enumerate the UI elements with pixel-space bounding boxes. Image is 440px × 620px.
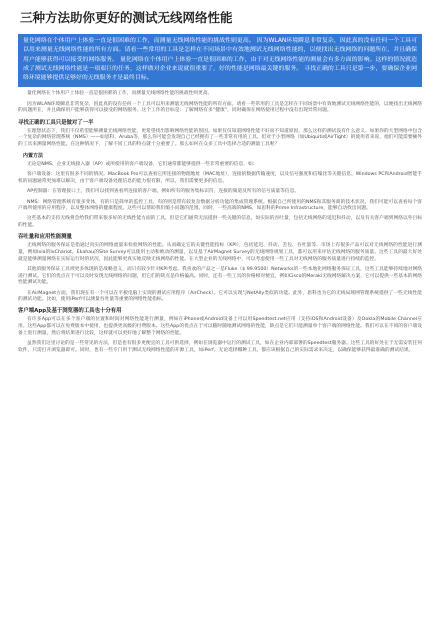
paragraph-4: 客户端设备：这里有很多不同的情况。MacBook Pro可以查看它所连接的物理地址（MAC地址），连接的数据传输速度，以及信号强度和信噪比等关键信息。Windows PC和Android智能手机的问题通常更加难以解决，由于客户端设备处理信息的能力很有限，所以，我们需要更多的信息。 <box>18 172 422 185</box>
section-heading-2: 内置方法 <box>23 153 44 160</box>
section-heading-1: 寻找正确的工具只是做对了一半 <box>18 119 94 126</box>
section-heading-3: 吞吐量和应用性能测量 <box>18 234 72 241</box>
paragraph-1: 因为WLAN环境瞬息非常复杂，因此真的没有任何一个工具可以用来测量无线网络性能的所有方面。请看一些常用的工具是怎样在不同场景中有效地测试无线网络性能的，以便找出无线网络的问题所在，并且确保用户能够获得可以接受的网络服务。这个工作的目标是：了解网络有多“健康”，同时确保在网络使用过程中没有出现异常问题。 <box>18 101 422 114</box>
paragraph-9: 其他的服务保证工具则更多体现的是战略意义，而只有较少针对KPI考虑。我喜欢的产品之一是Fluke（$ 99.9500）Networks的一些本地化网络服务保证工具，这些工具能够持续地对网络进行测试。它们的优点在于可以及时发现无线网络的问题，但它们的缺点是价格偏高。同时，还有一些工具的价格相对便宜，例如Cisco的Meraki无线网络解决方案，它可以提供一些基本的网络性能测试功能。 <box>18 266 422 286</box>
section-heading-4: 客户端App及基于浏览器的工具也十分有用 <box>18 308 122 315</box>
paragraph-2: 在理想状态下，我们不仅希望能够测量无线网络性能，更希望找出影响网络性能的原因。如果仅仅知道网络性能不好而不知道原因，那么这样的测试没有什么意义。如果你的大型网络中包含一个复杂的网络管理系统（NMS）——如思科、Aruba等，那么你可能会发现自己已经拥有了一些非常有用的工具。但对于小型网络（如Ubiquiti或AirTight）的使用者来说，他们可能需要额外的工具来测量网络性能。在这种情况下，了解不同工具的特点就十分重要了。那么如何在众多工具中选择合适的测量工具呢？ <box>18 128 422 147</box>
paragraph-11: 有许多App可以在多个客户端的位置和时间对网络性能进行测量，例如在iPhone或Android设备上可以用Speedtest.net应用（支持iOS和Android设备）及Ookla的Mobile Channel应用。这些App都可以在免费版本中使用，也提供更高级的付费版本。这些App的优点在于可以随时随地测试网络的性能，缺点是它们只能测量单个客户端的网络性能。我们可以在不同的客户端设备上进行测量，然后将结果进行比较，这样就可以更好地了解整个网络的性能。 <box>18 317 422 336</box>
article-title: 三种方法助你更好的测试无线网络性能 <box>20 10 233 25</box>
paragraph-3: 无论是NMS、企业无线接入器（AP）或所使用的客户端设备，它们通常都能够提供一些非常重要的信息，如： <box>27 162 258 168</box>
paragraph-8: 无线网络的服务保证是指通过真实的网络流量来检验网络的性能。从而确定它的关键性能指标（KPI），包括延迟、抖动、丢包、吞吐量等。市场上有很多产品可以对无线网络的性能进行测量，例如Ixia的IxChariot。Ekahau的Site Survey可以使用主动和被动的测量，以及基于AirMagnet Survey的无线网络规划工具，都可以用来评估无线网络的服务质量。这些工具的最大好处就是能够测量网络在实际运行时的状况，因此能够更真实地反映无线网络的性能。在大型企业的无线网络中，可以考虑使用一些工具对无线网络的服务质量进行持续的监控。 <box>18 243 422 262</box>
intro-paragraph: 量化网络在个体用户上体验一直是很困难的工作，而测量无线网络性能的挑战性则更高。 <box>27 91 213 97</box>
summary-banner: 量化网络在个体用户上体验一直是很困难的工作，而测量无线网络性能的挑战性则更高。 因为WLAN环境瞬息非常复杂，因此真的没有任何一个工具可以用来测量无线网络性能的所有方面。请看一些常用的工具是怎样在不同场景中有效地测试无线网络性能的，以便找出无线网络的问题所在，并且确保用户能够获得可以接受的网络服务。 量化网络在个体用户上体验一直是很困难的工作，由于对无线网络性能的测量会有多方面的影响。这样的情况就造成了测试无线网络性能是一项艰巨的任务，这样做对企业来说就很重要了，好的性能是网络最关键的服务。 寻找正确的工具只是第一步，要确保企业网络环境能够提供足够好的无线服务才是最终目标。 <box>18 34 422 87</box>
paragraph-12: 虽然我们这里讨论的是一些常见的方法，但是也有很多更便宜的工具可供选择，例如在浏览器中运行的测试工具，如在企业内部部署的Speedtest服务器。这些工具的好处在于无需安装任何软件，只需打开浏览器即可。同时，也有一些专门用于测试无线网络性能的开源工具，如iPerf。无论选择哪种工具，都应该根据自己的实际需求来决定，以确保能够获得最准确的测试结果。 <box>18 341 422 353</box>
paragraph-10: 在AirMagnet方面，我们现在有一个可以在平板电脑上实现的测试应用程序（AirCheck）。它可以实现与NetAlly类似的功能。此外，思科也为它的无线局域网管理系统提供了一些无线性能的测试功能。比如，使用iPerf可以测量吞吐量等重要的网络性能指标。 <box>18 290 422 303</box>
paragraph-7: 这些基本的支持无线将会给我们带来很多好的无线性能方面的工具，但是它们通常无法提供一些关键的信息，如实际的吞吐量，包括无线网络的延迟和抖动，以及有关客户端到网络以外目标的性能。 <box>18 216 422 229</box>
paragraph-5: AP控制器：在管理接口上，我们可以找到查看所连接的客户端，例如所有的服务集标识符，连接的频道及所有的信号质量等信息。 <box>27 189 300 195</box>
paragraph-6: NMS：网络管理系统有很多变体，有的只是简单的监控工具，有的则是带有较复杂数据分析功能的集成管理系统。根据自己所使用的NMS和其服务商的技术状况，我们可能可以查看每个客户端所使用的应用程序，以及整体网络的健康程度。这些可以帮助我们缩小问题的范围。同时，一些高端的NMS，如思科的Prime Infrastructure，能够自动找出问题。 <box>18 199 422 212</box>
